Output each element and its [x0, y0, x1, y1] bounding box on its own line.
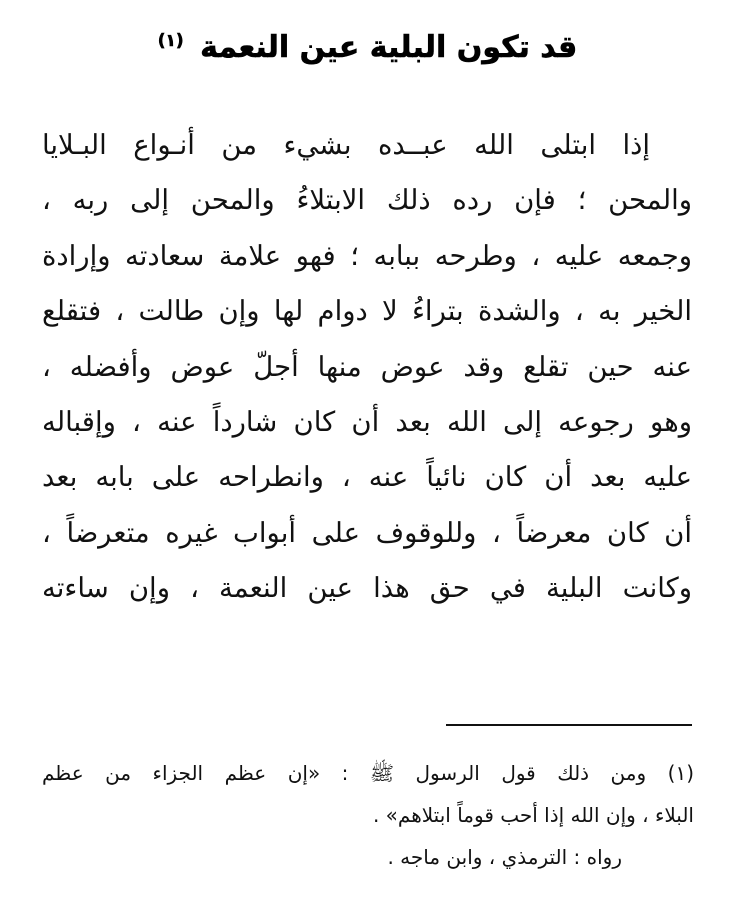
- footnote-section: [42, 752, 694, 878]
- footnote-reference-mark: (١): [157, 31, 184, 51]
- paragraph-line: وجمعه عليه ، وطرحه ببابه ؛ فهو علامة سعادته وإرادة: [42, 239, 692, 272]
- paragraph-line: أن كان معرضاً ، وللوقوف على أبواب غيره متعرضاً ،: [42, 516, 692, 549]
- paragraph-line: الخير به ، والشدة بتراءُ لا دوام لها وإن طالت ، فتقلع: [42, 295, 692, 328]
- footnote-line: (١) ومن ذلك قول الرسول ﷺ : «إن عظم الجزاء من عظم: [42, 761, 694, 785]
- paragraph-line: إذا ابتلى الله عبــده بشيء من أنـواع البـلايا: [42, 129, 650, 161]
- main-paragraph: [42, 118, 692, 617]
- paragraph-line: عنه حين تقلع وقد عوض منها أجلّ عوض وأفضله ،: [42, 350, 692, 383]
- paragraph-line: عليه بعد أن كان نائياً عنه ، وانطراحه على بابه بعد: [42, 461, 692, 494]
- paragraph-line: وهو رجوعه إلى الله بعد أن كان شارداً عنه ، وإقباله: [42, 405, 692, 438]
- footnote-separator: [446, 724, 692, 726]
- paragraph-line: والمحن ؛ فإن رده ذلك الابتلاءُ والمحن إلى ربه ،: [42, 184, 692, 217]
- paragraph-line: وكانت البلية في حق هذا عين النعمة ، وإن ساءته: [42, 572, 692, 605]
- footnote-source-line: رواه : الترمذي ، وابن ماجه .: [387, 845, 622, 869]
- footnote-line: البلاء ، وإن الله إذا أحب قوماً ابتلاهم» .: [372, 803, 694, 827]
- chapter-heading-text: قد تكون البلية عين النعمة: [200, 30, 578, 65]
- chapter-heading: [0, 16, 735, 73]
